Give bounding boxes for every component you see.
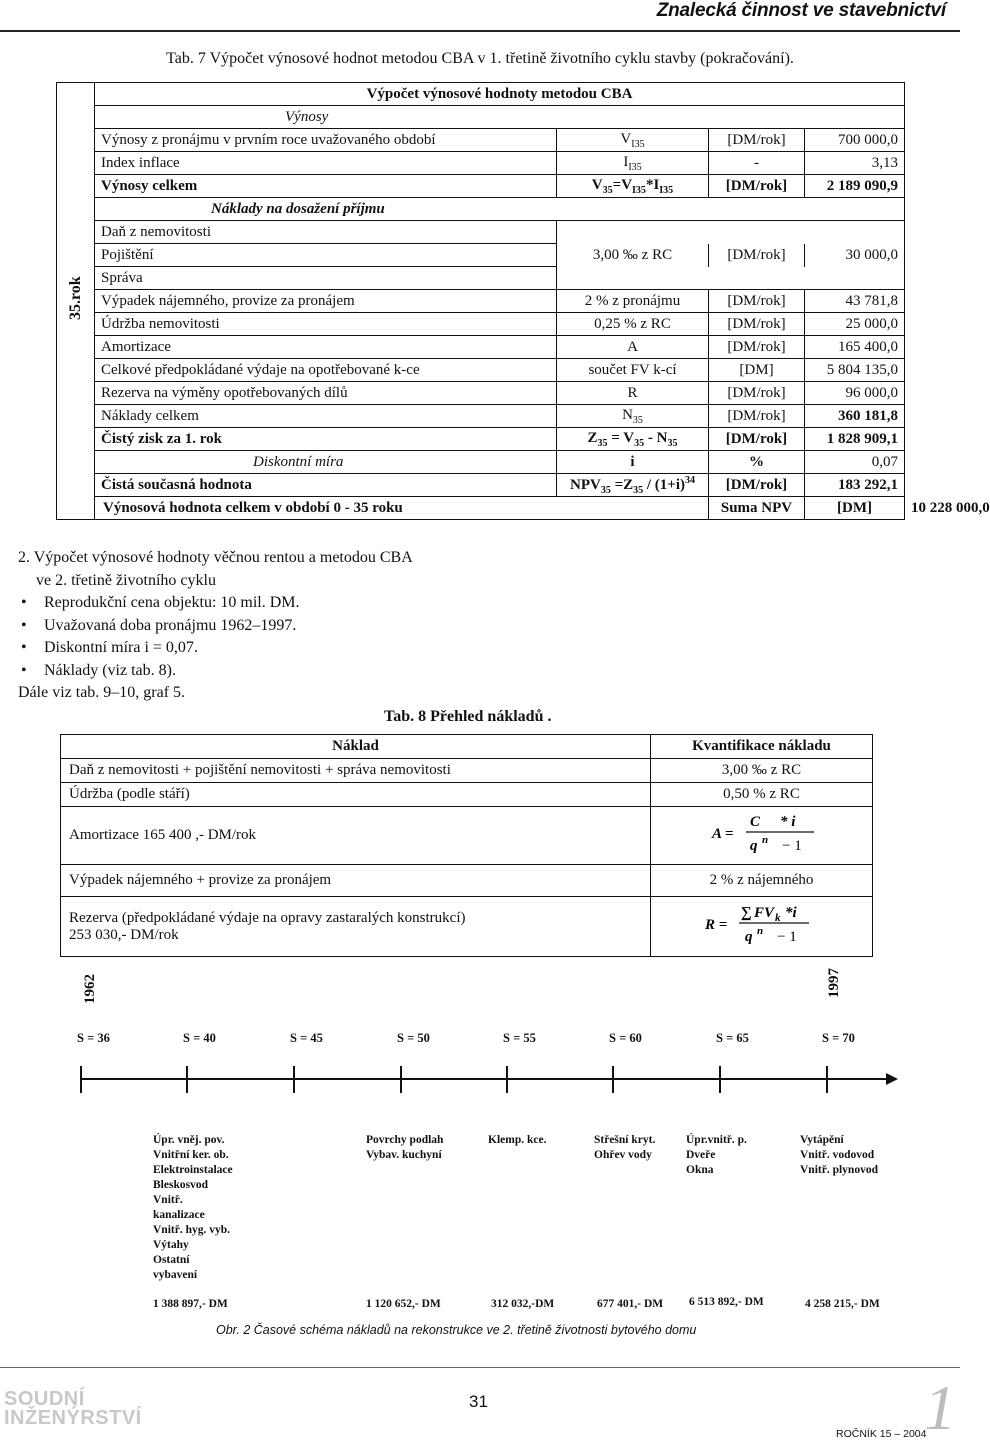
table8-col-header-kvantifikace: Kvantifikace nákladu (651, 735, 873, 759)
table8 (60, 734, 873, 957)
item: Střešní kryt. (594, 1134, 656, 1146)
row-value: 25 000,0 (805, 313, 905, 336)
svg-text:∑: ∑ (740, 905, 752, 921)
item: Vnitř. vodovod (800, 1149, 875, 1161)
rezerva-formula-svg (697, 899, 827, 949)
svg-text:q: q (749, 838, 757, 854)
table-row (57, 267, 905, 290)
row-label: Čistý zisk za 1. rok (95, 428, 557, 451)
row-unit: [DM/rok] (709, 336, 805, 359)
table-row (57, 359, 905, 382)
row-label: Pojištění (95, 244, 557, 267)
issue-number: 1 (924, 1372, 956, 1443)
rok-column (57, 83, 95, 520)
row-symbol: R (557, 382, 709, 405)
table-row (57, 451, 905, 474)
s-value: S = 40 (183, 1031, 216, 1045)
table7 (56, 82, 990, 520)
row-value: 5 804 135,0 (805, 359, 905, 382)
row-value: 0,07 (805, 451, 905, 474)
table-row (61, 807, 873, 865)
section-heading-cont: ve 2. třetině životního cyklu (36, 571, 216, 589)
row-label: Náklady celkem (95, 405, 557, 428)
timeline-tick (719, 1066, 721, 1093)
cost-value: 312 032,-DM (491, 1298, 555, 1310)
cost-value: 1 388 897,- DM (153, 1298, 228, 1310)
timeline-items-s65 (686, 1133, 747, 1178)
table-row (57, 129, 905, 152)
naklady-header: Náklady na dosažení příjmu (95, 198, 905, 221)
svg-text:* i: * i (779, 814, 795, 830)
row-label: Index inflace (95, 152, 557, 175)
row-unit: [DM/rok] (709, 290, 805, 313)
table-row: Výnosová hodnota celkem v období 0 - 35 roku Suma NPV [DM] 10 228 000,0 (57, 497, 905, 520)
timeline-axis (80, 1078, 890, 1080)
cost-value: 6 513 892,- DM (689, 1296, 764, 1308)
item: Klemp. kce. (488, 1134, 547, 1146)
row-symbol: $N_{35}$ (557, 405, 709, 428)
timeline-tick (826, 1066, 828, 1093)
svg-text:− 1: − 1 (781, 838, 802, 854)
year-end-label: 1997 (826, 968, 842, 998)
row-symbol: 0,25 % z RC (557, 313, 709, 336)
rok-label: 35.rok (67, 276, 84, 320)
cost-value: 4 258 215,- DM (805, 1298, 880, 1310)
row-label: Čistá současná hodnota (95, 474, 557, 497)
year-start-label: 1962 (82, 974, 98, 1004)
rezerva-label: Rezerva (předpokládané výdaje na opravy zastaralých konstrukcí) (69, 909, 466, 926)
svg-text:q: q (744, 929, 752, 945)
svg-text:n: n (756, 925, 763, 937)
row-value: 183 292,1 (805, 474, 905, 497)
timeline-arrowhead (886, 1073, 898, 1085)
row-value: 2 % z nájemného (651, 865, 873, 897)
row-value: 165 400,0 (805, 336, 905, 359)
item: Bleskosvod (153, 1179, 208, 1191)
row-value: 3,00 ‰ z RC (651, 759, 873, 783)
s-value: S = 45 (290, 1031, 323, 1045)
table-row (57, 244, 905, 267)
table8-col-header-naklad: Náklad (61, 735, 651, 759)
cost-value: 677 401,- DM (597, 1298, 664, 1310)
row-value: 1 828 909,1 (805, 428, 905, 451)
table-row (57, 382, 905, 405)
timeline-tick (506, 1066, 508, 1093)
row-symbol: i (557, 451, 709, 474)
item: Vnitř. plynovod (800, 1164, 878, 1176)
row-label: Výnosy z pronájmu v prvním roce uvažovaného období (95, 129, 557, 152)
row-label: Daň z nemovitosti (95, 221, 557, 244)
item: Dveře (686, 1149, 716, 1161)
row-unit: [DM/rok] (709, 474, 805, 497)
row-symbol: Suma NPV (709, 497, 805, 520)
cost-value: 1 120 652,- DM (366, 1298, 441, 1310)
row-unit: [DM/rok] (709, 405, 805, 428)
row-value: 43 781,8 (805, 290, 905, 313)
row-label: Výpadek nájemného + provize za pronájem (61, 865, 651, 897)
row-unit: [DM/rok] (709, 382, 805, 405)
bullet-item: • Uvažovaná doba pronájmu 1962–1997. (18, 615, 413, 638)
svg-text:C: C (749, 814, 760, 830)
row-label: Údržba nemovitosti (95, 313, 557, 336)
bullet-item: • Diskontní míra i = 0,07. (18, 637, 413, 660)
row-label: Rezerva na výměny opotřebovaných dílů (95, 382, 557, 405)
header-divider (0, 30, 960, 32)
running-header-title: Znalecká činnost ve stavebnictví (656, 0, 946, 21)
page-number: 31 (469, 1392, 488, 1411)
timeline-tick (612, 1066, 614, 1093)
timeline-items-s55 (488, 1133, 546, 1148)
item: Vytápění (800, 1134, 844, 1146)
amortizace-formula (651, 807, 873, 865)
item: Vnitřní ker. ob. (153, 1149, 229, 1161)
item: Úpr. vněj. pov. (153, 1134, 225, 1146)
timeline-items-s70 (800, 1133, 878, 1178)
row-unit: [DM/rok] (709, 244, 805, 267)
row-symbol: A (557, 336, 709, 359)
logo-line: SOUDNÍ (4, 1388, 85, 1410)
s-value: S = 55 (503, 1031, 536, 1045)
table-row (57, 336, 905, 359)
table7-caption: Tab. 7 Výpočet výnosové hodnot metodou CBA v 1. třetině životního cyklu stavby (pokračování). (166, 50, 794, 67)
row-unit: [DM] (805, 497, 905, 520)
row-unit: [DM/rok] (709, 428, 805, 451)
table8-caption: Tab. 8 Přehled nákladů . (384, 708, 552, 725)
s-value: S = 36 (77, 1031, 110, 1045)
vynosy-celkem-label: Výnosy celkem (95, 175, 557, 198)
volume-label: ROČNÍK 15 – 2004 (836, 1428, 927, 1440)
table-row (57, 428, 905, 451)
item: kanalizace (153, 1209, 205, 1221)
table-row (61, 897, 873, 957)
s-value: S = 50 (397, 1031, 430, 1045)
row-label: Celkové předpokládané výdaje na opotřebované k-ce (95, 359, 557, 382)
row-label: Daň z nemovitosti + pojištění nemovitosti + správa nemovitosti (61, 759, 651, 783)
logo-line: INŽENÝRSTVÍ (4, 1407, 142, 1429)
table-row (57, 152, 905, 175)
section-after-text: Dále viz tab. 9–10, graf 5. (18, 684, 186, 701)
row-label: Diskontní míra (95, 451, 557, 474)
svg-text:A =: A = (711, 826, 733, 842)
timeline-items-s50 (366, 1133, 443, 1163)
row-label (61, 897, 651, 957)
item: Elektroinstalace (153, 1164, 233, 1176)
row-label: Výpadek nájemného, provize za pronájem (95, 290, 557, 313)
row-label: Údržba (podle stáří) (61, 783, 651, 807)
row-label: Správa (95, 267, 557, 290)
timeline-tick (400, 1066, 402, 1093)
footer-divider (0, 1367, 960, 1368)
item: vybavení (153, 1269, 198, 1281)
item: Vybav. kuchyní (366, 1149, 442, 1161)
row-unit: [DM/rok] (709, 313, 805, 336)
table-row (61, 865, 873, 897)
item: Ostatní (153, 1254, 190, 1266)
s-value: S = 70 (822, 1031, 855, 1045)
row-value: 3,13 (805, 152, 905, 175)
row-symbol: $Z_{35} = V_{35} - N_{35}$ (557, 428, 709, 451)
item: Povrchy podlah (366, 1134, 444, 1146)
row-value: 2 189 090,9 (805, 175, 905, 198)
vynosy-celkem-symbol: $V_{35}=V_{I35}*I_{I35}$ (557, 175, 709, 198)
timeline-tick (186, 1066, 188, 1093)
row-symbol: $V_{I35}$ (557, 129, 709, 152)
timeline-items-s40 (153, 1133, 233, 1283)
item: Úpr.vnitř. p. (686, 1134, 747, 1146)
table-row (61, 783, 873, 807)
s-value: S = 65 (716, 1031, 749, 1045)
row-value: 96 000,0 (805, 382, 905, 405)
row-symbol: $I_{I35}$ (557, 152, 709, 175)
row-label: Amortizace 165 400 ,- DM/rok (61, 807, 651, 865)
figure-caption: Obr. 2 Časové schéma nákladů na rekonstrukce ve 2. třetině životnosti bytového domu (216, 1323, 697, 1337)
row-symbol: 2 % z pronájmu (557, 290, 709, 313)
item: Výtahy (153, 1239, 189, 1251)
row-symbol: $NPV_{35} =Z_{35} / (1+i)^{34}$ (557, 474, 709, 497)
rezerva-amount: 253 030,- DM/rok (69, 926, 179, 943)
table-row (57, 313, 905, 336)
row-label: Výnosová hodnota celkem v období 0 - 35 roku (95, 497, 709, 520)
row-symbol: 3,00 ‰ z RC (557, 244, 709, 267)
item: Vnitř. (153, 1194, 183, 1206)
journal-logo (4, 1390, 142, 1428)
svg-text:FV: FV (753, 905, 774, 921)
s-value: S = 60 (609, 1031, 642, 1045)
row-unit: [DM/rok] (709, 129, 805, 152)
row-unit: - (709, 152, 805, 175)
svg-text:n: n (761, 834, 768, 846)
table7-title: Výpočet výnosové hodnoty metodou CBA (95, 83, 905, 106)
rezerva-formula (651, 897, 873, 957)
section-2 (18, 547, 413, 705)
row-symbol: součet FV k-cí (557, 359, 709, 382)
row-unit: [DM/rok] (709, 175, 805, 198)
bullet-item: • Reprodukční cena objektu: 10 mil. DM. (18, 592, 413, 615)
timeline-items-s60 (594, 1133, 655, 1163)
svg-text:*i: *i (784, 905, 797, 921)
timeline-tick (80, 1066, 82, 1093)
item: Ohřev vody (594, 1149, 652, 1161)
bullet-item: • Náklady (viz tab. 8). (18, 660, 413, 683)
table-row (57, 290, 905, 313)
svg-text:R =: R = (704, 917, 727, 933)
amortizace-formula-svg (702, 808, 822, 858)
row-unit: % (709, 451, 805, 474)
table-row (57, 221, 905, 244)
section-heading: 2. Výpočet výnosové hodnoty věčnou rentou a metodou CBA (18, 549, 413, 566)
svg-text:k: k (774, 912, 780, 924)
table-row (57, 405, 905, 428)
table-row (61, 759, 873, 783)
table-row (57, 175, 905, 198)
row-value: 700 000,0 (805, 129, 905, 152)
vynosy-header: Výnosy (95, 106, 905, 129)
row-unit: [DM] (709, 359, 805, 382)
row-value: 360 181,8 (805, 405, 905, 428)
table-row (57, 474, 905, 497)
row-label: Amortizace (95, 336, 557, 359)
row-value: 30 000,0 (805, 244, 905, 267)
timeline-tick (293, 1066, 295, 1093)
row-value: 0,50 % z RC (651, 783, 873, 807)
svg-text:− 1: − 1 (776, 929, 797, 945)
item: Vnitř. hyg. vyb. (153, 1224, 230, 1236)
item: Okna (686, 1164, 714, 1176)
